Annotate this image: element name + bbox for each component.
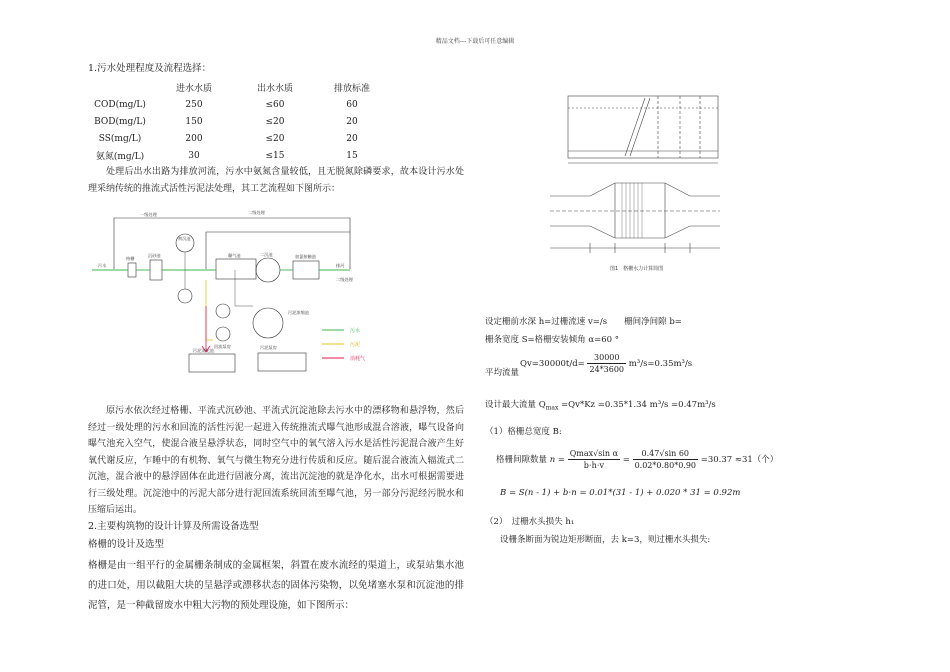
disinfection-tank bbox=[293, 261, 319, 279]
label-digest: 污泥消化池 bbox=[193, 348, 214, 353]
table-cell: 30 bbox=[188, 150, 200, 161]
label-secondary: 二沉池 bbox=[260, 252, 273, 257]
qv-numerator: 30000 bbox=[587, 352, 626, 364]
table-cell: COD(mg/L) bbox=[94, 99, 146, 110]
label-screen: 格栅 bbox=[126, 256, 135, 261]
table-row bbox=[86, 113, 388, 130]
legend-label: 污水 bbox=[350, 328, 361, 334]
table-header-cell: 进水水质 bbox=[175, 84, 212, 94]
item-2-body: 设栅条断面为锐边矩形断面，去 k=3，则过栅水头损失: bbox=[500, 535, 711, 545]
thickener bbox=[253, 308, 283, 338]
intro-paragraph: 处理后出水出路为排放河流，污水中氨氮含量较低，且无脱氮除磷要求，故本设计污水处理采纳传统的推流式活性污泥法处理，其工艺流程如下图所示： bbox=[88, 167, 464, 194]
max-flow-equation: =Qv*Kz =0.35*1.34 m³/s =0.47m³/s bbox=[561, 400, 716, 410]
table-cell: ≤60 bbox=[265, 99, 285, 110]
table-cell: 250 bbox=[185, 99, 203, 110]
channel-plan-top bbox=[550, 183, 720, 196]
secondary-clarifier bbox=[256, 258, 280, 282]
legend bbox=[322, 327, 365, 362]
process-flow-diagram bbox=[88, 206, 388, 376]
qv-denominator: 24*3600 bbox=[589, 365, 625, 374]
table-cell: ≤20 bbox=[265, 116, 285, 127]
pump-bottom bbox=[178, 289, 192, 303]
legend-label: 污泥 bbox=[350, 342, 361, 348]
n-numerator-2: 0.47√sin 60 bbox=[633, 448, 698, 460]
table-header-cell bbox=[86, 79, 154, 96]
sludge-box-2 bbox=[258, 353, 306, 371]
aeration-tank bbox=[216, 259, 256, 279]
label-thickener: 污泥浓缩池 bbox=[288, 310, 309, 315]
table-row bbox=[86, 96, 388, 113]
n-numerator-1: Qmax√sin α bbox=[569, 449, 619, 458]
label-grit: 沉砂池 bbox=[148, 253, 161, 258]
item-2-heading: （2） 过栅水头损失 h₁ bbox=[485, 517, 575, 527]
qmax-symbol: $Q_{max}$ bbox=[538, 400, 559, 412]
section-heading-2: 2.主要构筑物的设计计算及所需设备选型 bbox=[88, 521, 259, 532]
label-aeration: 曝气池 bbox=[228, 253, 241, 258]
qv-left: Qv=30000t/d= bbox=[520, 359, 585, 369]
label-stage-2: 二级处理 bbox=[248, 210, 265, 215]
n-fraction-1 bbox=[568, 448, 620, 471]
legend-label: 消耗气 bbox=[350, 356, 366, 362]
water-quality-table bbox=[86, 79, 388, 164]
table-row bbox=[86, 147, 388, 164]
section-heading-3: 格栅的设计及选型 bbox=[88, 539, 165, 550]
inclined-screen bbox=[625, 98, 645, 156]
screen-unit bbox=[128, 263, 136, 277]
gap-count-label: 格栅间隙数量 bbox=[496, 455, 548, 465]
return-pump-1 bbox=[216, 304, 230, 318]
channel-elevation bbox=[568, 96, 718, 158]
table-cell: 15 bbox=[346, 150, 358, 161]
max-flow-line bbox=[485, 398, 716, 416]
gap-count-equation: 格栅间隙数量 n = $\frac{\text{Qmax√sin α}}{b\cdot h\cdot v}$ = $\frac{0.47√\sin 60}{0.02*0.80*0.90}$ =30.37 ≈31（个） bbox=[496, 449, 779, 470]
table-cell: BOD(mg/L) bbox=[94, 116, 146, 127]
table-cell: 200 bbox=[185, 133, 203, 144]
page-header: 精品文档---下载后可任意编辑 bbox=[435, 38, 515, 45]
table-cell: 150 bbox=[185, 116, 203, 127]
label-primary: 初沉池 bbox=[178, 236, 191, 241]
bypass-line-primary bbox=[114, 218, 350, 269]
n-denominator-2: 0.02*0.80*0.90 bbox=[634, 461, 696, 470]
table-cell: 20 bbox=[346, 133, 358, 144]
param-line-2: 栅条宽度 S=格栅安装倾角 α=60 ° bbox=[485, 335, 619, 345]
flow-equation bbox=[520, 352, 692, 375]
table-cell: ≤20 bbox=[265, 133, 285, 144]
n-fraction-2 bbox=[633, 448, 698, 471]
label-inlet: 污水 bbox=[98, 263, 107, 268]
screen-description: 格栅是由一组平行的金属栅条制成的金属框架，斜置在废水流经的渠道上，或泵站集水池的进口处，用以截阻大块的呈悬浮或漂移状态的固体污染物，以免堵塞水泵和沉淀池的排泥管，是一种截留废水中粗大污物的预处理设施，如下图所示： bbox=[88, 560, 464, 611]
n-denominator-1: b⋅h⋅v bbox=[583, 461, 605, 470]
label-outlet: 排河 bbox=[336, 263, 345, 268]
flow-label: 平均流量 bbox=[485, 368, 520, 378]
qv-fraction bbox=[587, 352, 626, 375]
n-result: =30.37 ≈31（个） bbox=[700, 455, 779, 465]
label-pump2: 污泥泵房 bbox=[260, 345, 277, 350]
section-heading-1: 1.污水处理程度及流程选择： bbox=[88, 63, 212, 74]
grit-unit bbox=[150, 260, 162, 280]
figure-caption: 图1 格栅水力计算简图 bbox=[610, 266, 664, 272]
return-pump-2 bbox=[216, 327, 230, 341]
n-lhs: n = bbox=[549, 455, 566, 465]
max-flow-label: 设计最大流量 bbox=[485, 400, 537, 410]
table-cell: ≤15 bbox=[265, 150, 285, 161]
table-header-cell: 排放标准 bbox=[333, 84, 370, 94]
process-description: 原污水依次经过格栅、平流式沉砂池、平流式沉淀池除去污水中的漂移物和悬浮物，然后经过一级处理的污水和回流的活性污泥一起进入传统推流式曝气池形成混合溶液，曝气设备向曝气池充入空气，使混合液呈悬浮状态，同时空气中的氧气溶入污水是活性污泥混合液产生好氧代谢反应，乍睡中的有机物、氧气与微生物充分进行传质和反应。随后混合液流入辐流式二沉池，混合液中的悬浮固体在此进行固液分离，流出沉淀池的就是净化水，出水可根据需要进行三级处理。沉淀池中的污泥大部分进行泥回流系统回流至曝气池，另一部分污泥经污脱水和压缩后运出。 bbox=[88, 406, 464, 515]
width-equation: B = S(n - 1) + b⋅n = 0.01*(31 - 1) + 0.020 * 31 = 0.92m bbox=[500, 488, 741, 498]
qv-right: m³/s=0.35m³/s bbox=[628, 359, 693, 369]
item-1-heading: （1）格栅总宽度 B: bbox=[485, 427, 562, 437]
label-pump1: 回流泵房 bbox=[214, 344, 231, 349]
table-cell: 60 bbox=[346, 99, 358, 110]
param-line-1: 设定栅前水深 h=过栅流速 v=/s 栅间净间隙 b= bbox=[485, 317, 682, 327]
table-cell: SS(mg/L) bbox=[98, 133, 142, 144]
label-stage-1: 一级处理 bbox=[140, 212, 157, 217]
table-row bbox=[86, 130, 388, 147]
channel-plan-bottom bbox=[550, 226, 720, 238]
table-header-row bbox=[86, 79, 388, 96]
sludge-digest-box bbox=[189, 354, 235, 372]
table-header-cell: 出水水质 bbox=[256, 84, 293, 94]
table-cell: 20 bbox=[346, 116, 358, 127]
screen-hydraulic-diagram bbox=[540, 88, 725, 278]
label-outlet-2: 二级处理 bbox=[336, 277, 353, 282]
label-disinfect: 加氯接触池 bbox=[295, 254, 316, 259]
table-cell: 氨氮(mg/L) bbox=[95, 152, 145, 162]
